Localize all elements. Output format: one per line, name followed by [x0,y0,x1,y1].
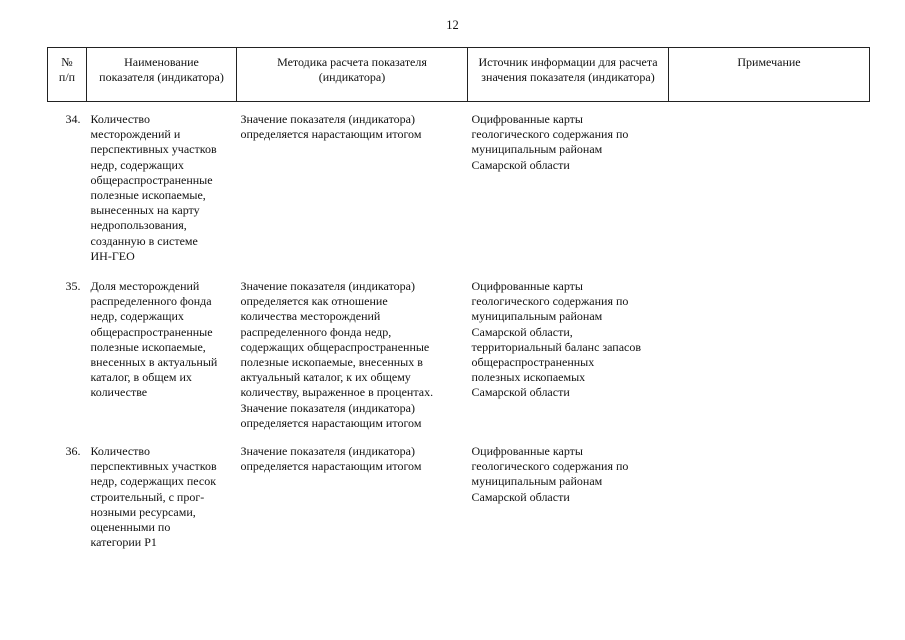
header-num: № п/п [48,48,87,102]
row-number: 34. [65,112,81,126]
table-row [48,443,870,550]
row-number: 35. [65,279,81,294]
indicators-table [47,47,870,550]
table-row [48,102,870,279]
header-method: Методика расчета показателя (индикатора) [237,48,468,102]
header-row [48,48,870,102]
header-name: Наименование показателя (индикатора) [87,48,237,102]
indicator-name: Доля месторождений распределенного фонда недр, содержащих общераспространенные полезные ископаемые, внесенных в актуальный каталог, в общем их количестве [90,279,218,400]
table-body [48,102,870,551]
indicator-name: Количество перспективных участков недр, содержащих песок строительный, с прог- нозными ресурсами, оцененными по категории Р1 [90,444,217,550]
note [669,278,870,443]
note [669,443,870,550]
information-source: Оцифрованные карты геологического содержания по муниципальным районам Самарской области, территориальный баланс запасов общераспространенных полезных ископаемых Самарской области [471,279,642,400]
header-note: Примечание [669,48,870,102]
calculation-method: Значение показателя (индикатора) определяется нарастающим итогом [240,112,422,142]
calculation-method: Значение показателя (индикатора) определяется как отношение количества месторождений распределенного фонда недр, содержащих общераспространенные полезные ископаемые, внесенных в актуальный каталог, к их общему количеству, выраженное в процентах. Значение показателя (индикатора) определяется нарастающим итогом [240,279,434,430]
row-number: 36. [65,444,81,459]
calculation-method: Значение показателя (индикатора) определяется нарастающим итогом [240,444,422,474]
header-source: Источник информации для расчета значения показателя (индикатора) [468,48,669,102]
information-source: Оцифрованные карты геологического содержания по муниципальным районам Самарской области [471,112,629,172]
information-source: Оцифрованные карты геологического содержания по муниципальным районам Самарской области [471,444,629,504]
page-number: 12 [446,18,459,32]
note [669,102,870,279]
table-header [48,48,870,102]
table-row [48,278,870,443]
indicator-name: Количество месторождений и перспективных участков недр, содержащих общераспространенные полезные ископаемые, вынесенных на карту недропользования, созданную в системе ИН-ГЕО [90,112,217,263]
